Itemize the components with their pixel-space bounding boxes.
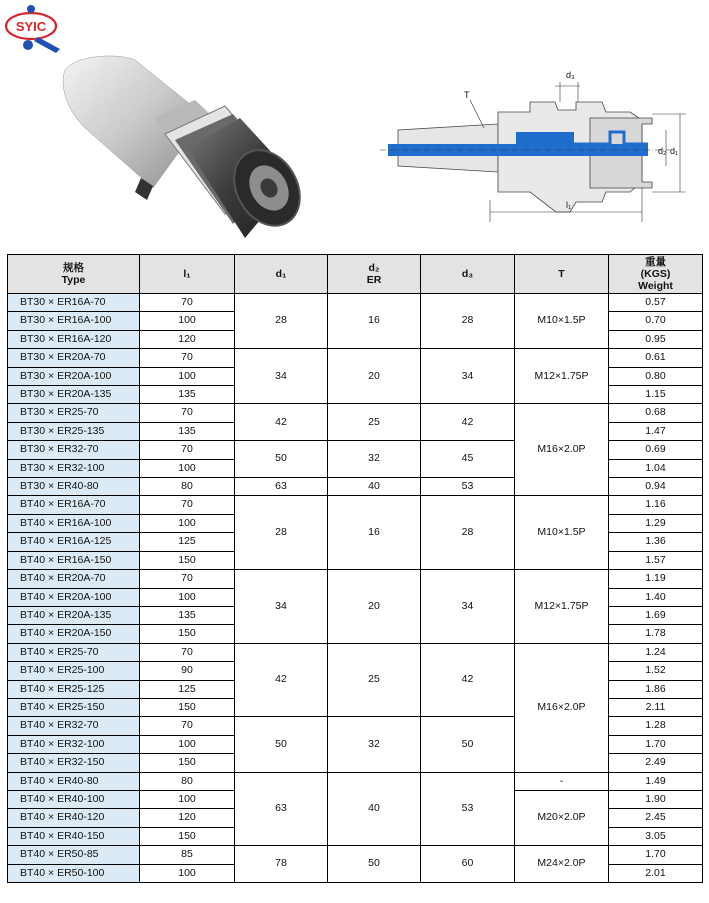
cell-weight: 0.70: [609, 312, 703, 330]
cell-weight: 1.36: [609, 533, 703, 551]
cell-type: BT40 × ER20A-150: [8, 625, 140, 643]
cell-thread: M10×1.5P: [515, 294, 609, 349]
cell-weight: 1.52: [609, 662, 703, 680]
spec-table: [7, 254, 703, 883]
cell-type: BT40 × ER16A-125: [8, 533, 140, 551]
svg-text:T: T: [464, 90, 470, 100]
technical-drawing: [380, 62, 702, 230]
header-d1: d₁: [235, 255, 328, 294]
cell-type: BT40 × ER25-150: [8, 698, 140, 716]
cell-d1: 42: [235, 643, 328, 717]
cell-l1: 100: [140, 312, 235, 330]
cell-weight: 1.16: [609, 496, 703, 514]
table-row: [8, 570, 703, 588]
cell-l1: 70: [140, 349, 235, 367]
header-l1: l₁: [140, 255, 235, 294]
cell-weight: 0.95: [609, 330, 703, 348]
cell-type: BT30 × ER20A-70: [8, 349, 140, 367]
svg-text:d₁: d₁: [670, 146, 679, 156]
cell-type: BT40 × ER32-70: [8, 717, 140, 735]
svg-text:d₂: d₂: [658, 146, 667, 156]
cell-thread: M12×1.75P: [515, 349, 609, 404]
cell-type: BT40 × ER40-120: [8, 809, 140, 827]
cell-type: BT40 × ER20A-100: [8, 588, 140, 606]
cell-type: BT40 × ER20A-135: [8, 606, 140, 624]
cell-l1: 135: [140, 606, 235, 624]
cell-d1: 50: [235, 441, 328, 478]
cell-type: BT40 × ER16A-150: [8, 551, 140, 569]
cell-type: BT30 × ER40-80: [8, 478, 140, 496]
cell-d1: 34: [235, 349, 328, 404]
cell-d1: 78: [235, 846, 328, 883]
cell-l1: 135: [140, 422, 235, 440]
cell-d2: 32: [328, 441, 421, 478]
cell-l1: 135: [140, 386, 235, 404]
table-row: [8, 772, 703, 790]
cell-l1: 70: [140, 643, 235, 661]
cell-weight: 2.45: [609, 809, 703, 827]
cell-type: BT30 × ER25-70: [8, 404, 140, 422]
cell-type: BT30 × ER20A-100: [8, 367, 140, 385]
cell-weight: 1.57: [609, 551, 703, 569]
table-body: [8, 294, 703, 883]
cell-l1: 70: [140, 294, 235, 312]
cell-type: BT40 × ER40-100: [8, 790, 140, 808]
svg-text:SYIC: SYIC: [15, 19, 47, 34]
cell-d1: 63: [235, 478, 328, 496]
cell-d1: 28: [235, 496, 328, 570]
cell-weight: 1.28: [609, 717, 703, 735]
cell-d2: 40: [328, 478, 421, 496]
cell-type: BT40 × ER50-100: [8, 864, 140, 882]
header-weight: 重量 (KGS) Weight: [609, 255, 703, 294]
cell-d2: 20: [328, 570, 421, 644]
cell-type: BT30 × ER25-135: [8, 422, 140, 440]
cell-type: BT40 × ER25-100: [8, 662, 140, 680]
cell-weight: 1.19: [609, 570, 703, 588]
cell-thread: M12×1.75P: [515, 570, 609, 644]
cell-d2: 25: [328, 404, 421, 441]
cell-d3: 34: [421, 570, 515, 644]
table-row: [8, 349, 703, 367]
cell-l1: 100: [140, 588, 235, 606]
tool-holder-illustration: [55, 48, 325, 248]
cell-d2: 32: [328, 717, 421, 772]
cell-d1: 50: [235, 717, 328, 772]
cell-l1: 70: [140, 441, 235, 459]
cell-d1: 42: [235, 404, 328, 441]
cell-type: BT40 × ER25-125: [8, 680, 140, 698]
cell-l1: 100: [140, 790, 235, 808]
cell-type: BT40 × ER25-70: [8, 643, 140, 661]
cell-type: BT30 × ER20A-135: [8, 386, 140, 404]
cell-d3: 42: [421, 404, 515, 441]
cell-type: BT40 × ER32-100: [8, 735, 140, 753]
cell-type: BT30 × ER32-70: [8, 441, 140, 459]
cell-type: BT40 × ER32-150: [8, 754, 140, 772]
header-d3: d₃: [421, 255, 515, 294]
cell-weight: 1.04: [609, 459, 703, 477]
cell-l1: 150: [140, 551, 235, 569]
cell-weight: 0.80: [609, 367, 703, 385]
cell-l1: 120: [140, 330, 235, 348]
cell-d1: 28: [235, 294, 328, 349]
cell-l1: 85: [140, 846, 235, 864]
cell-weight: 1.70: [609, 846, 703, 864]
cell-l1: 70: [140, 496, 235, 514]
cell-weight: 0.61: [609, 349, 703, 367]
cell-type: BT40 × ER50-85: [8, 846, 140, 864]
cell-d2: 16: [328, 294, 421, 349]
cell-l1: 150: [140, 827, 235, 845]
cell-thread: M20×2.0P: [515, 790, 609, 845]
cell-weight: 1.90: [609, 790, 703, 808]
cell-type: BT30 × ER16A-100: [8, 312, 140, 330]
cell-l1: 120: [140, 809, 235, 827]
cell-weight: 0.69: [609, 441, 703, 459]
cell-thread: M16×2.0P: [515, 643, 609, 772]
cell-d3: 50: [421, 717, 515, 772]
cell-d1: 34: [235, 570, 328, 644]
cell-d3: 42: [421, 643, 515, 717]
cell-l1: 70: [140, 404, 235, 422]
cell-weight: 1.86: [609, 680, 703, 698]
cell-thread: M16×2.0P: [515, 404, 609, 496]
cell-d1: 63: [235, 772, 328, 846]
cell-d2: 50: [328, 846, 421, 883]
cell-l1: 70: [140, 717, 235, 735]
cell-type: BT30 × ER16A-70: [8, 294, 140, 312]
cell-type: BT40 × ER40-150: [8, 827, 140, 845]
cell-l1: 80: [140, 478, 235, 496]
cell-type: BT40 × ER16A-100: [8, 514, 140, 532]
cell-l1: 100: [140, 735, 235, 753]
cell-weight: 1.47: [609, 422, 703, 440]
cell-weight: 0.94: [609, 478, 703, 496]
cell-type: BT40 × ER16A-70: [8, 496, 140, 514]
cell-weight: 1.24: [609, 643, 703, 661]
cell-l1: 100: [140, 864, 235, 882]
cell-type: BT40 × ER20A-70: [8, 570, 140, 588]
svg-text:d₃: d₃: [566, 70, 575, 80]
cell-l1: 100: [140, 514, 235, 532]
cell-weight: 0.57: [609, 294, 703, 312]
table-row: [8, 846, 703, 864]
cell-l1: 80: [140, 772, 235, 790]
cell-thread: M10×1.5P: [515, 496, 609, 570]
cell-d3: 34: [421, 349, 515, 404]
cell-weight: 3.05: [609, 827, 703, 845]
cell-d3: 60: [421, 846, 515, 883]
cell-l1: 150: [140, 698, 235, 716]
cell-d2: 20: [328, 349, 421, 404]
cell-d2: 16: [328, 496, 421, 570]
cell-type: BT30 × ER32-100: [8, 459, 140, 477]
cell-weight: 1.40: [609, 588, 703, 606]
cell-type: BT30 × ER16A-120: [8, 330, 140, 348]
cell-weight: 2.01: [609, 864, 703, 882]
cell-d3: 53: [421, 478, 515, 496]
cell-weight: 0.68: [609, 404, 703, 422]
cell-weight: 1.29: [609, 514, 703, 532]
cell-d2: 25: [328, 643, 421, 717]
cell-weight: 1.78: [609, 625, 703, 643]
table-header-row: [8, 255, 703, 294]
cell-thread: -: [515, 772, 609, 790]
header-d2: d₂ ER: [328, 255, 421, 294]
cell-l1: 70: [140, 570, 235, 588]
table-row: [8, 294, 703, 312]
header-t: T: [515, 255, 609, 294]
table-row: [8, 496, 703, 514]
cell-weight: 2.49: [609, 754, 703, 772]
svg-text:l₁: l₁: [566, 200, 572, 210]
cell-d3: 28: [421, 294, 515, 349]
cell-weight: 1.49: [609, 772, 703, 790]
cell-d3: 28: [421, 496, 515, 570]
cell-weight: 1.15: [609, 386, 703, 404]
cell-d3: 45: [421, 441, 515, 478]
header-type: 规格 Type: [8, 255, 140, 294]
cell-type: BT40 × ER40-80: [8, 772, 140, 790]
cell-weight: 2.11: [609, 698, 703, 716]
cell-weight: 1.69: [609, 606, 703, 624]
cell-l1: 100: [140, 367, 235, 385]
cell-thread: M24×2.0P: [515, 846, 609, 883]
table-row: [8, 643, 703, 661]
cell-l1: 125: [140, 680, 235, 698]
cell-l1: 150: [140, 625, 235, 643]
cell-l1: 150: [140, 754, 235, 772]
cell-weight: 1.70: [609, 735, 703, 753]
cell-d3: 53: [421, 772, 515, 846]
cell-l1: 125: [140, 533, 235, 551]
table-row: [8, 404, 703, 422]
cell-d2: 40: [328, 772, 421, 846]
cell-l1: 100: [140, 459, 235, 477]
cell-l1: 90: [140, 662, 235, 680]
